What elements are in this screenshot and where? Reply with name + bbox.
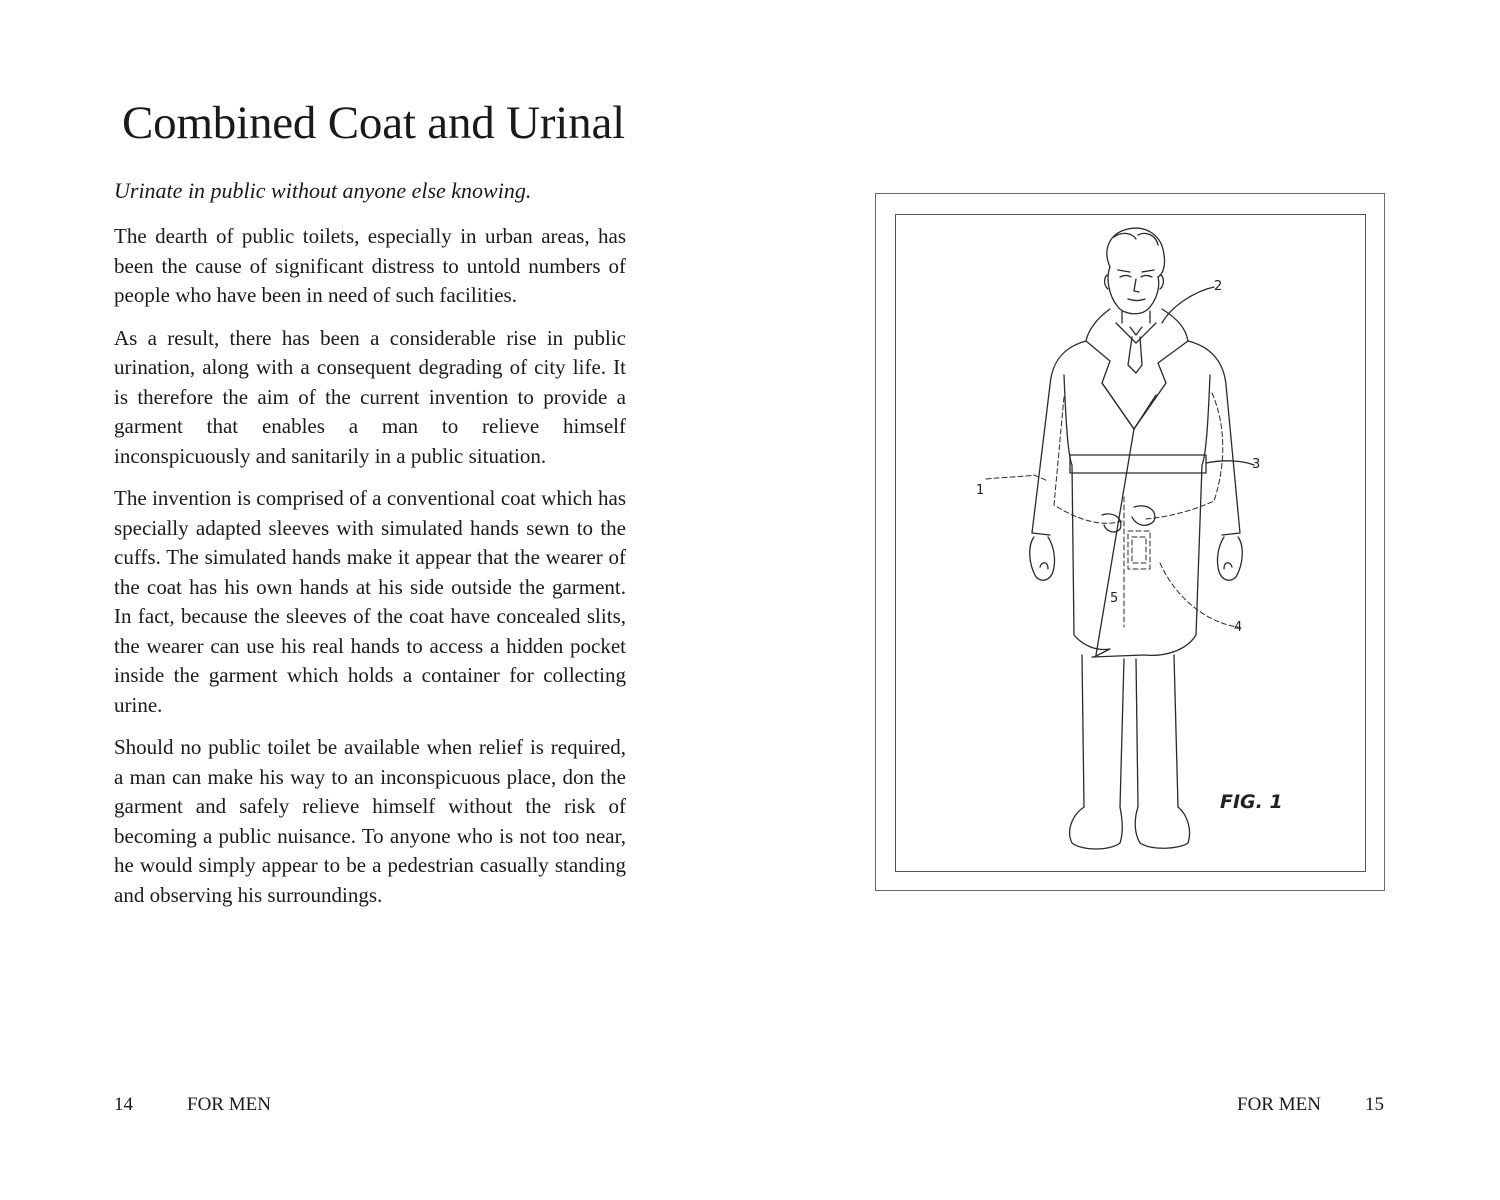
running-header-left: FOR MEN — [187, 1094, 271, 1115]
paragraph-3: The invention is comprised of a conventional coat which has specially adapted sleeves with simulated hands sewn to the cuffs. The simulated hands make it appear that the wearer of the coat has his own hands at his side outside the garment. In fact, because the sleeves of the coat have concealed slits, the wearer can use his real hands to access a hidden pocket inside the garment which holds a container for collecting urine. — [114, 486, 626, 717]
reference-numeral-3: 3 — [1252, 457, 1261, 472]
page-subtitle: Urinate in public without anyone else knowing. — [114, 178, 532, 203]
paragraph-1: The dearth of public toilets, especially in urban areas, has been the cause of significant distress to untold numbers of people who have been in need of such facilities. — [114, 224, 626, 307]
patent-figure — [895, 214, 1366, 872]
paragraph-2: As a result, there has been a considerable rise in public urination, along with a consequent degrading of city life. It is therefore the aim of the current invention to provide a garment that enables a man to relieve himself inconspicuously and sanitarily in a public situation. — [114, 325, 626, 468]
figure-label: FIG. 1 — [1220, 791, 1283, 813]
page-title: Combined Coat and Urinal — [122, 97, 625, 149]
body-text — [114, 222, 626, 923]
page-number-right: 15 — [1365, 1094, 1384, 1115]
running-header-right: FOR MEN — [1237, 1094, 1321, 1115]
reference-numeral-5: 5 — [1110, 591, 1119, 606]
page-number-left: 14 — [114, 1094, 133, 1115]
coat-illustration — [896, 215, 1367, 873]
reference-numeral-4: 4 — [1234, 620, 1243, 635]
reference-numeral-2: 2 — [1214, 279, 1223, 294]
reference-numeral-1: 1 — [976, 483, 985, 498]
figure-frame — [875, 193, 1385, 891]
paragraph-4: Should no public toilet be available when relief is required, a man can make his way to an inconspicuous place, don the garment and safely relieve himself without the risk of becoming a public nuisance. To anyone who is not too near, he would simply appear to be a pedestrian casually standing and observing his surroundings. — [114, 735, 626, 907]
right-page — [750, 0, 1500, 1200]
